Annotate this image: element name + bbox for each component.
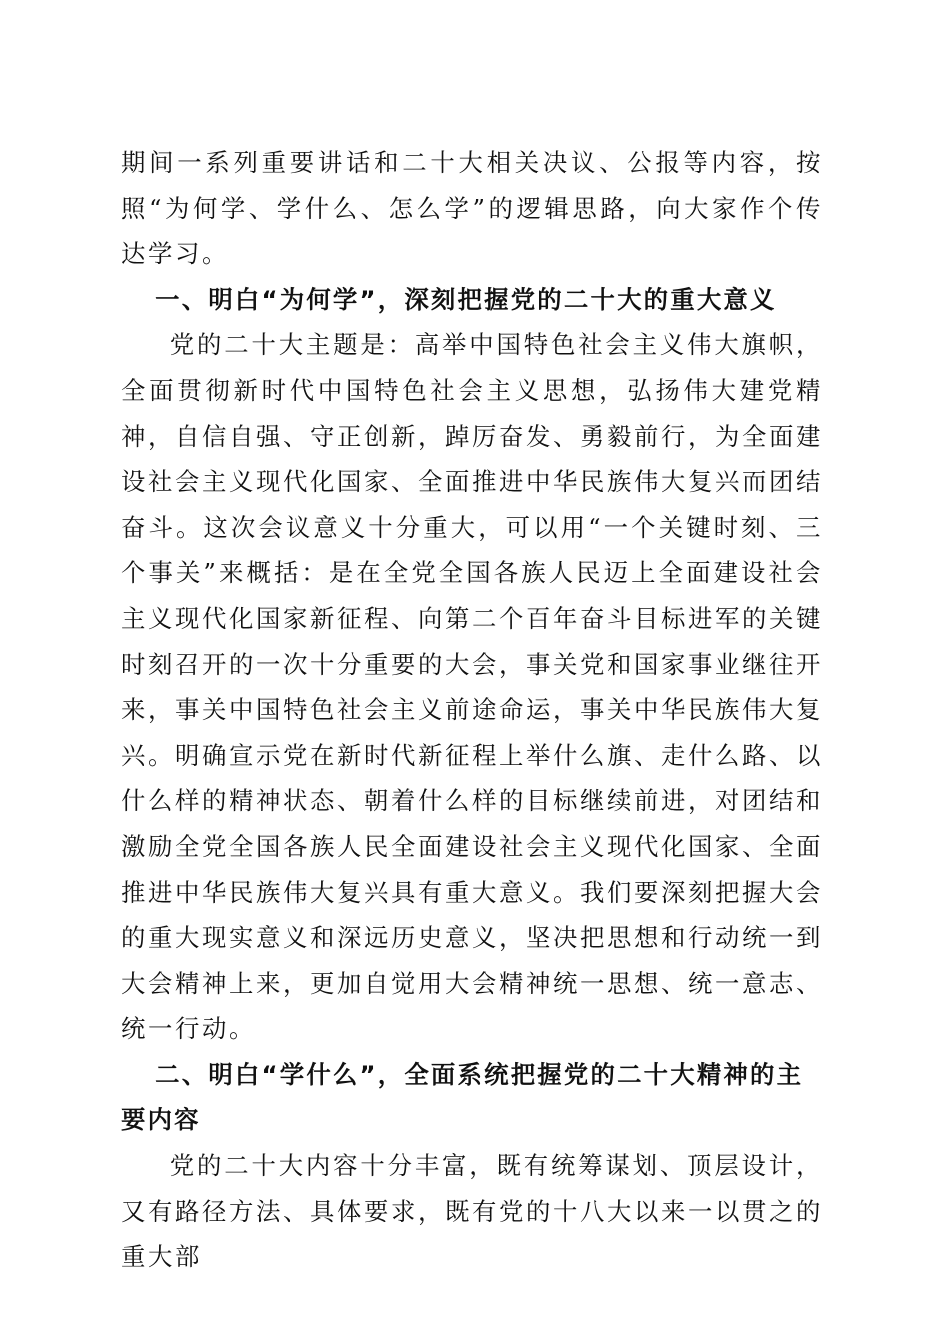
intro-paragraph: 期间一系列重要讲话和二十大相关决议、公报等内容，按照“为何学、学什么、怎么学”的逻辑思路，向大家作个传达学习。: [121, 148, 823, 269]
document-body: [121, 140, 823, 1280]
section-1-paragraph: 党的二十大主题是：高举中国特色社会主义伟大旗帜，全面贯彻新时代中国特色社会主义思想，弘扬伟大建党精神，自信自强、守正创新，踔厉奋发、勇毅前行，为全面建设社会主义现代化国家、全面推进中华民族伟大复兴而团结奋斗。这次会议意义十分重大，可以用“一个关键时刻、三个事关”来概括：是在全党全国各族人民迈上全面建设社会主义现代化国家新征程、向第二个百年奋斗目标进军的关键时刻召开的一次十分重要的大会，事关党和国家事业继往开来，事关中国特色社会主义前途命运，事关中华民族伟大复兴。明确宣示党在新时代新征程上举什么旗、走什么路、以什么样的精神状态、朝着什么样的目标继续前进，对团结和激励全党全国各族人民全面建设社会主义现代化国家、全面推进中华民族伟大复兴具有重大意义。我们要深刻把握大会的重大现实意义和深远历史意义，坚决把思想和行动统一到大会精神上来，更加自觉用大会精神统一思想、统一意志、统一行动。: [121, 330, 823, 1044]
section-heading-1: 一、明白“为何学”，深刻把握党的二十大的重大意义: [155, 284, 777, 314]
section-2-paragraph: 党的二十大内容十分丰富，既有统筹谋划、顶层设计，又有路径方法、具体要求，既有党的十八大以来一以贯之的重大部: [121, 1151, 823, 1272]
section-heading-2: 二、明白“学什么”，全面系统把握党的二十大精神的主要内容: [121, 1059, 804, 1135]
